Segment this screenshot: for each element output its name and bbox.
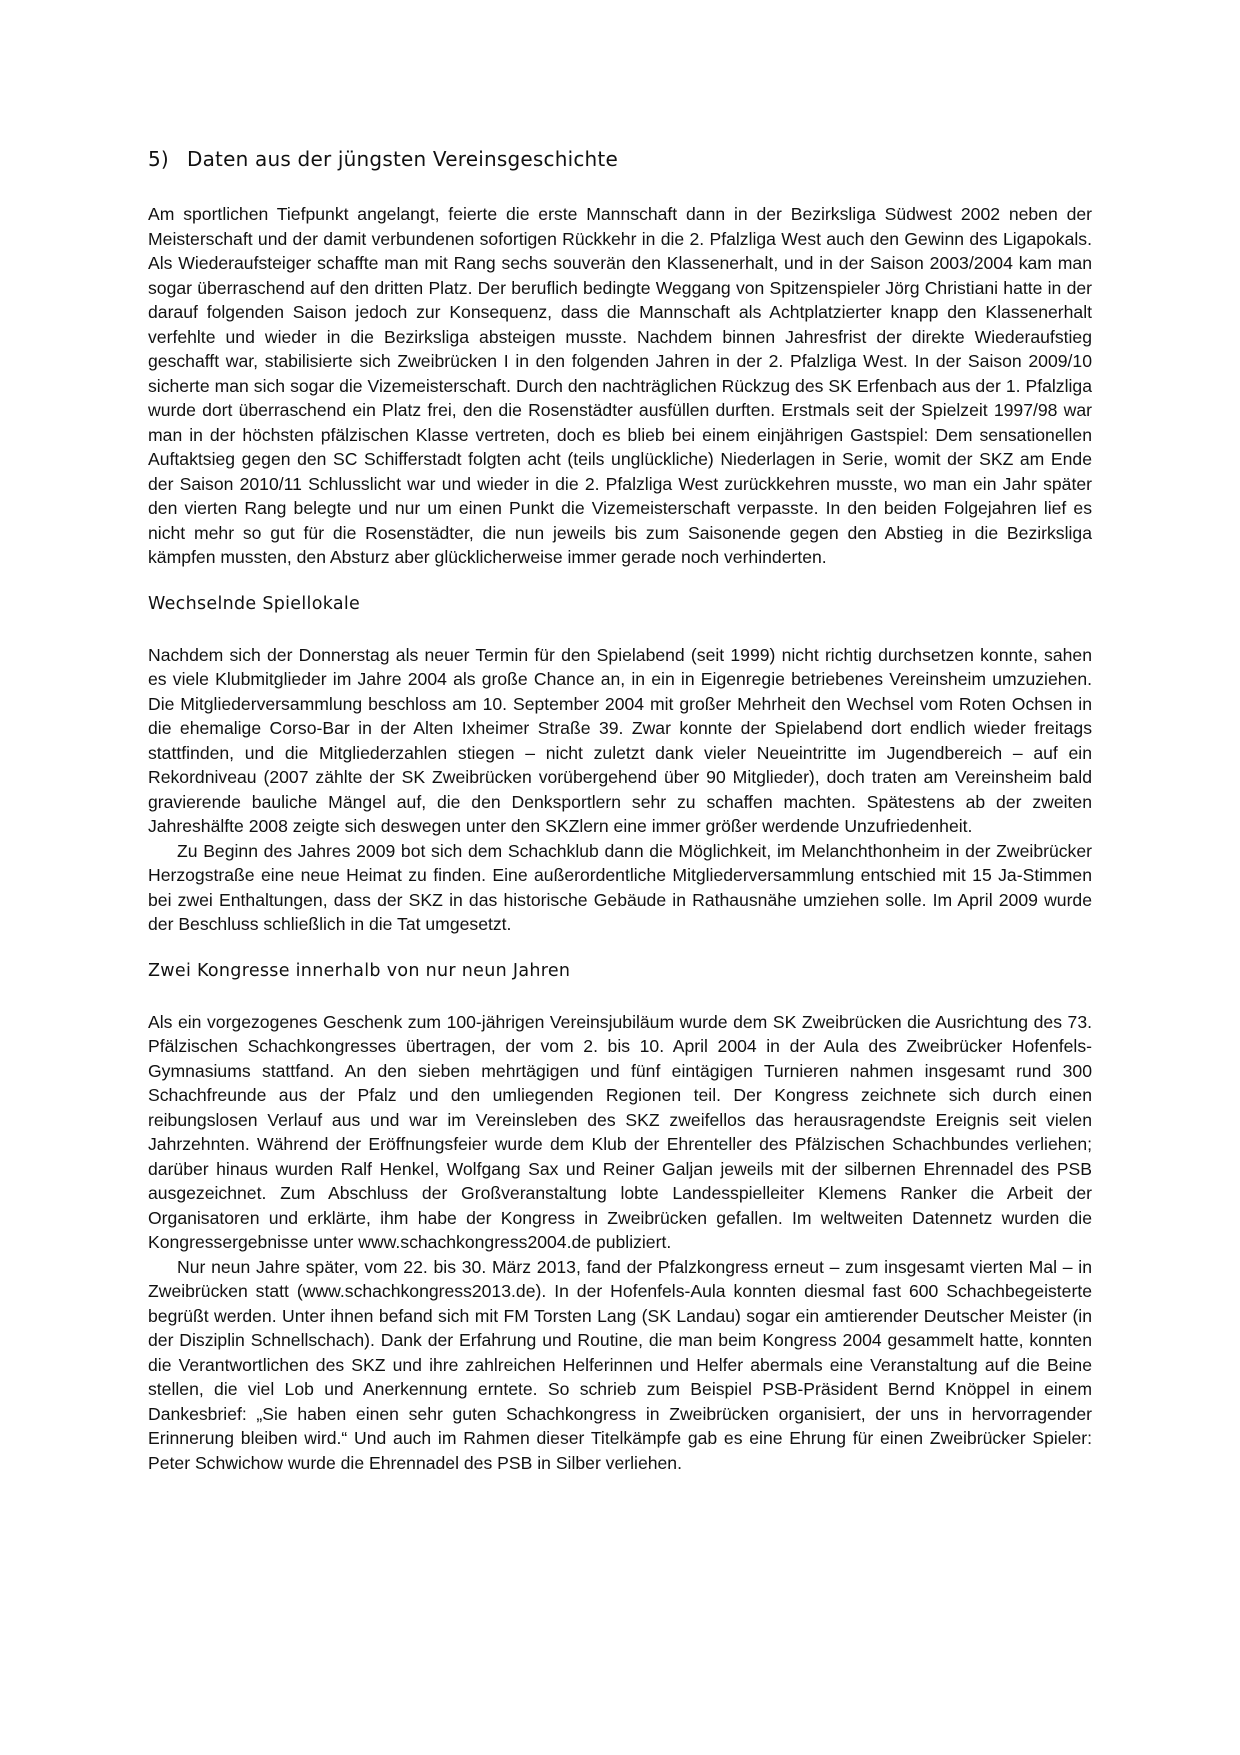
- kongresse-paragraph-1: Als ein vorgezogenes Geschenk zum 100-jährigen Vereinsjubiläum wurde dem SK Zweibrücken die Ausrichtung des 73. Pfälzischen Schachkongresses übertragen, der vom 2. bis 10. April 2004 in der Aula des Zweibrücker Hofenfels-Gymnasiums stattfand. An den sieben mehrtägigen und fünf eintägigen Turnieren nahmen insgesamt rund 300 Schachfreunde aus der Pfalz und den umliegenden Regionen teil. Der Kongress zeichnete sich durch einen reibungslosen Verlauf aus und war im Vereinsleben des SKZ zweifellos das herausragendste Ereignis seit vielen Jahrzehnten. Während der Eröffnungsfeier wurde dem Klub der Ehrenteller des Pfälzischen Schachbundes verliehen; darüber hinaus wurden Ralf Henkel, Wolfgang Sax und Reiner Galjan jeweils mit der silbernen Ehrennadel des PSB ausgezeichnet. Zum Abschluss der Großveranstaltung lobte Landesspielleiter Klemens Ranker die Arbeit der Organisatoren und erklärte, ihm habe der Kongress in Zweibrücken gefallen. Im weltweiten Datennetz wurden die Kongressergebnisse unter www.schachkongress2004.de publiziert.: [148, 1011, 1092, 1252]
- section-heading: [148, 146, 1092, 172]
- kongresse-paragraph-2: Nur neun Jahre später, vom 22. bis 30. März 2013, fand der Pfalzkongress erneut – zum insgesamt vierten Mal – in Zweibrücken statt (www.schachkongress2013.de). In der Hofenfels-Aula konnten diesmal fast 600 Schachbegeisterte begrüßt werden. Unter ihnen befand sich mit FM Torsten Lang (SK Landau) sogar ein amtierender Deutscher Meister (in der Disziplin Schnellschach). Dank der Erfahrung und Routine, die man beim Kongress 2004 gesammelt hatte, konnten die Verantwortlichen des SKZ und ihre zahlreichen Helferinnen und Helfer abermals eine Veranstaltung auf die Beine stellen, die viel Lob und Anerkennung erntete. So schrieb zum Beispiel PSB-Präsident Bernd Knöppel in einem Dankesbrief: „Sie haben einen sehr guten Schachkongress in Zweibrücken organisiert, der uns in hervorragender Erinnerung bleiben wird.“ Und auch im Rahmen dieser Titelkämpfe gab es eine Ehrung für einen Zweibrücker Spieler: Peter Schwichow wurde die Ehrennadel des PSB in Silber verliehen.: [148, 1256, 1092, 1473]
- section-title-text: Daten aus der jüngsten Vereinsgeschichte: [187, 147, 618, 171]
- subsection-heading-kongresse: Zwei Kongresse innerhalb von nur neun Jahren: [148, 960, 571, 981]
- subsection-heading-spiellokale: Wechselnde Spiellokale: [148, 593, 361, 614]
- spiellokale-paragraph-2: Zu Beginn des Jahres 2009 bot sich dem Schachklub dann die Möglichkeit, im Melanchthonheim in der Zweibrücker Herzogstraße eine neue Heimat zu finden. Eine außerordentliche Mitgliederversammlung entschied mit 15 Ja-Stimmen bei zwei Enthaltungen, dass der SKZ in das historische Gebäude in Rathausnähe umziehen solle. Im April 2009 wurde der Beschluss schließlich in die Tat umgesetzt.: [148, 840, 1092, 934]
- intro-paragraph: Am sportlichen Tiefpunkt angelangt, feierte die erste Mannschaft dann in der Bezirksliga Südwest 2002 neben der Meisterschaft und der damit verbundenen sofortigen Rückkehr in die 2. Pfalzliga West auch den Gewinn des Ligapokals. Als Wiederaufsteiger schaffte man mit Rang sechs souverän den Klassenerhalt, und in der Saison 2003/2004 kam man sogar überraschend auf den dritten Platz. Der beruflich bedingte Weggang von Spitzenspieler Jörg Christiani hatte in der darauf folgenden Saison jedoch zur Konsequenz, dass die Mannschaft als Achtplatzierter knapp den Klassenerhalt verfehlte und wieder in die Bezirksliga absteigen musste. Nachdem binnen Jahresfrist der direkte Wiederaufstieg geschafft war, stabilisierte sich Zweibrücken I in den folgenden Jahren in der 2. Pfalzliga West. In der Saison 2009/10 sicherte man sich sogar die Vizemeisterschaft. Durch den nachträglichen Rückzug des SK Erfenbach aus der 1. Pfalzliga wurde dort überraschend ein Platz frei, den die Rosenstädter ausfüllen durften. Erstmals seit der Spielzeit 1997/98 war man in der höchsten pfälzischen Klasse vertreten, doch es blieb bei einem einjährigen Gastspiel: Dem sensationellen Auftaktsieg gegen den SC Schifferstadt folgten acht (teils unglückliche) Niederlagen in Serie, womit der SKZ am Ende der Saison 2010/11 Schlusslicht war und wieder in die 2. Pfalzliga West zurückkehren musste, wo man ein Jahr später den vierten Rang belegte und nur um einen Punkt die Vizemeisterschaft verpasste. In den beiden Folgejahren lief es nicht mehr so gut für die Rosenstädter, die nun jeweils bis zum Saisonende gegen den Abstieg in die Bezirksliga kämpfen mussten, den Absturz aber glücklicherweise immer gerade noch verhinderten.: [148, 204, 1092, 567]
- spiellokale-paragraph-1: Nachdem sich der Donnerstag als neuer Termin für den Spielabend (seit 1999) nicht richtig durchsetzen konnte, sahen es viele Klubmitglieder im Jahre 2004 als große Chance an, in ein in Eigenregie betriebenes Vereinsheim umzuziehen. Die Mitgliederversammlung beschloss am 10. September 2004 mit großer Mehrheit den Wechsel vom Roten Ochsen in die ehemalige Corso-Bar in der Alten Ixheimer Straße 39. Zwar konnte der Spielabend dort endlich wieder freitags stattfinden, und die Mitgliederzahlen stiegen – nicht zuletzt dank vieler Neueintritte im Jugendbereich – auf ein Rekordniveau (2007 zählte der SK Zweibrücken vorübergehend über 90 Mitglieder), doch traten am Vereinsheim bald gravierende bauliche Mängel auf, die den Denksportlern sehr zu schaffen machten. Spätestens ab der zweiten Jahreshälfte 2008 zeigte sich deswegen unter den SKZlern eine immer größer werdende Unzufriedenheit.: [148, 644, 1092, 836]
- document-page: [148, 146, 1092, 1475]
- section-number: 5): [148, 147, 169, 171]
